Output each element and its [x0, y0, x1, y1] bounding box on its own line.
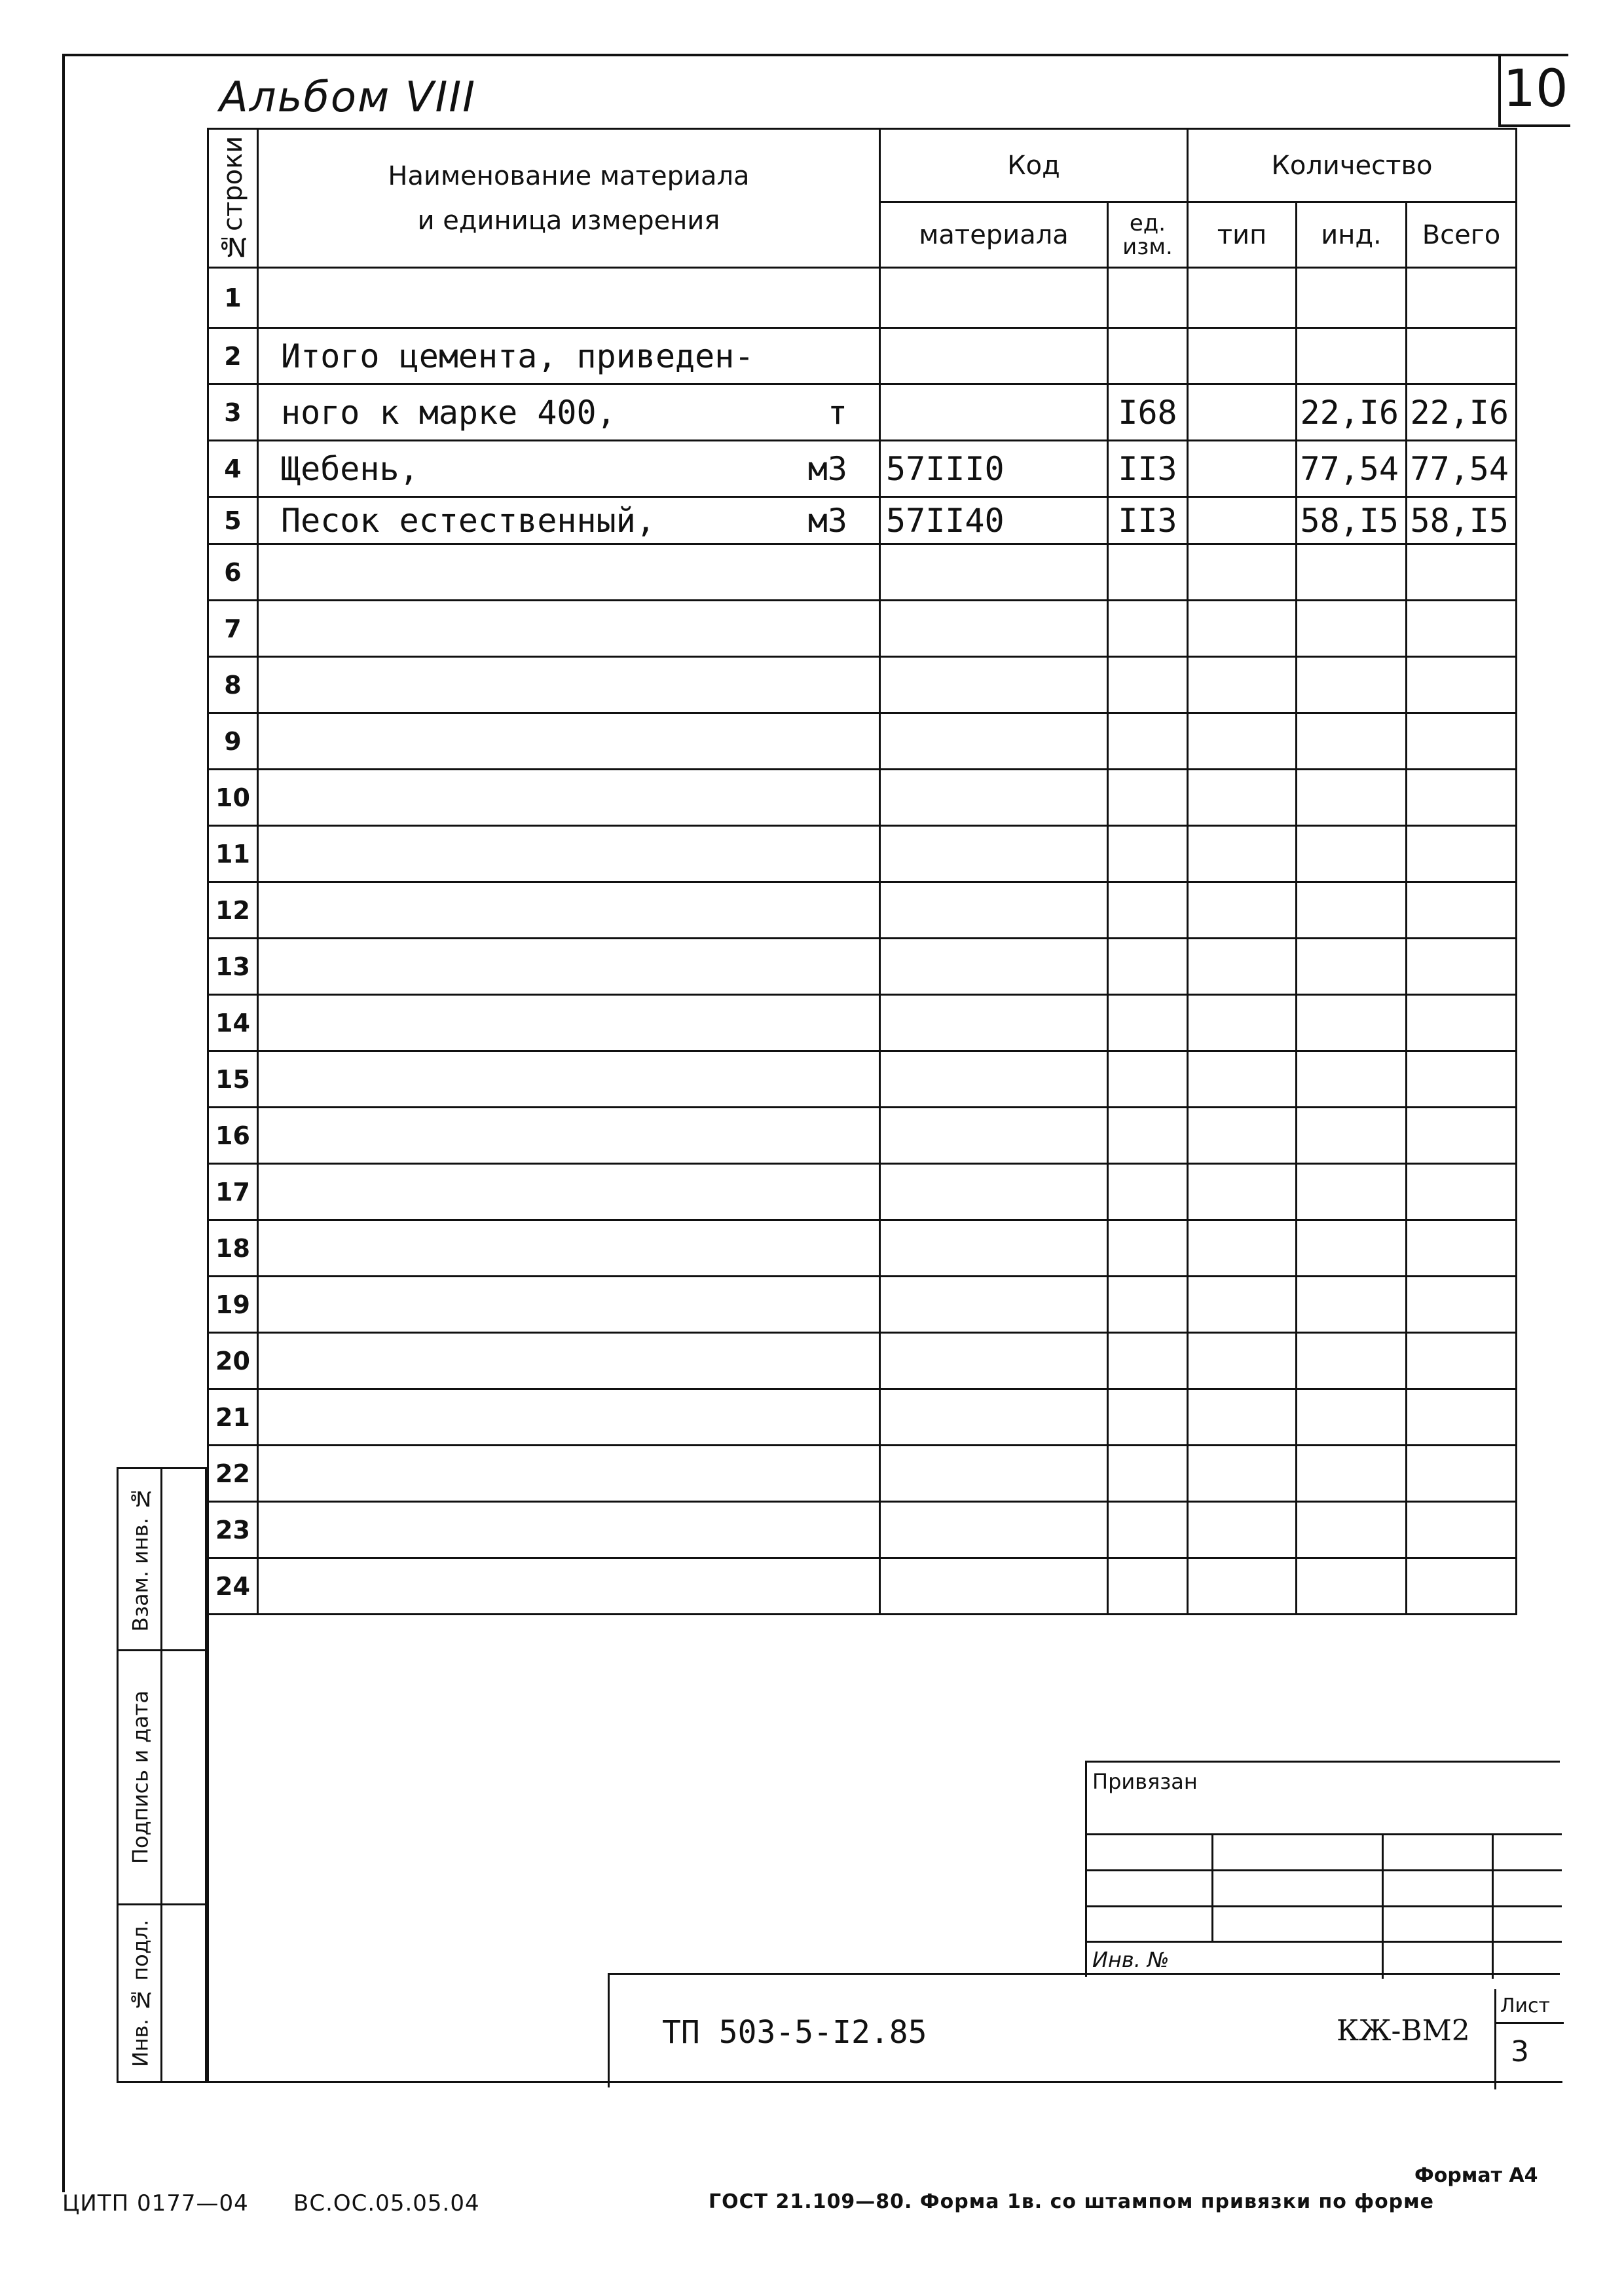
sheet-box-line: [1496, 2022, 1564, 2024]
header-code-material: материала: [880, 202, 1108, 268]
row-name: [258, 1333, 880, 1389]
row-spacer: [1517, 713, 1562, 770]
header-name-line2: и единица измерения: [417, 205, 720, 236]
table-row: [208, 1446, 1562, 1502]
qty-total: [1407, 713, 1517, 770]
row-spacer: [1517, 995, 1562, 1051]
unit-code: [1108, 1502, 1188, 1558]
doc-code: ТП 503-5-I2.85: [662, 2014, 927, 2051]
qty-total: [1407, 826, 1517, 882]
qty-ind: [1297, 1277, 1407, 1333]
unit-code: [1108, 995, 1188, 1051]
qty-ind: [1297, 1220, 1407, 1277]
row-number: 17: [208, 1164, 258, 1220]
material-code: 57II40: [880, 497, 1108, 544]
row-number: 5: [208, 497, 258, 544]
material-name: Песок естественный,: [281, 501, 655, 540]
qty-type: [1188, 657, 1297, 713]
row-spacer: [1517, 882, 1562, 939]
side-label-podpis: Подпись и дата: [128, 1690, 153, 1865]
qty-ind: [1297, 882, 1407, 939]
row-number: 22: [208, 1446, 258, 1502]
row-number: 14: [208, 995, 258, 1051]
qty-total: [1407, 995, 1517, 1051]
table-row: [208, 384, 1562, 441]
material-name: ного к марке 400,: [281, 393, 616, 432]
header-qty-ind: инд.: [1297, 202, 1407, 268]
unit-code: [1108, 601, 1188, 657]
qty-total: [1407, 1051, 1517, 1108]
qty-type: [1188, 268, 1297, 328]
row-number: 1: [208, 268, 258, 328]
unit-code: II3: [1108, 441, 1188, 497]
row-spacer: [1517, 601, 1562, 657]
row-spacer: [1517, 544, 1562, 601]
row-spacer: [1517, 1164, 1562, 1220]
row-name: [258, 441, 880, 497]
row-spacer: [1517, 1446, 1562, 1502]
qty-ind: [1297, 1502, 1407, 1558]
unit-code: [1108, 882, 1188, 939]
qty-ind: [1297, 1333, 1407, 1389]
row-name: [258, 1277, 880, 1333]
qty-type: [1188, 1446, 1297, 1502]
row-name: [258, 826, 880, 882]
qty-type: [1188, 544, 1297, 601]
row-number: 21: [208, 1389, 258, 1446]
row-number: 13: [208, 939, 258, 995]
qty-ind: [1297, 1164, 1407, 1220]
row-spacer: [1517, 1220, 1562, 1277]
qty-ind: [1297, 1051, 1407, 1108]
table-row: [208, 1558, 1562, 1615]
qty-type: [1188, 601, 1297, 657]
footer-gost: ГОСТ 21.109—80. Форма 1в. со штампом привязки по форме: [709, 2190, 1435, 2213]
header-code: Код: [880, 129, 1188, 202]
doc-mark: КЖ-ВМ2: [1337, 2014, 1470, 2048]
qty-type: [1188, 1164, 1297, 1220]
material-code: 57III0: [880, 441, 1108, 497]
qty-ind: [1297, 1108, 1407, 1164]
material-code: [880, 826, 1108, 882]
header-code-unit: [1108, 202, 1188, 268]
qty-ind: 77,54: [1297, 441, 1407, 497]
row-spacer: [1517, 1108, 1562, 1164]
table-row: [208, 1389, 1562, 1446]
qty-ind: [1297, 1389, 1407, 1446]
header-name-line1: Наименование материала: [388, 160, 750, 191]
unit-code: [1108, 328, 1188, 384]
row-name: [258, 657, 880, 713]
row-spacer: [1517, 441, 1562, 497]
row-name: [258, 1502, 880, 1558]
row-spacer: [1517, 1389, 1562, 1446]
material-code: [880, 1333, 1108, 1389]
header-code-unit-line2: изм.: [1122, 233, 1173, 260]
unit-code: [1108, 1108, 1188, 1164]
row-name: [258, 770, 880, 826]
format-label: Формат А4: [1414, 2164, 1538, 2187]
table-row: [208, 1277, 1562, 1333]
material-code: [880, 1051, 1108, 1108]
unit-code: II3: [1108, 497, 1188, 544]
qty-type: [1188, 826, 1297, 882]
qty-total: [1407, 544, 1517, 601]
stamp-vline: [1492, 1833, 1494, 1979]
inner-border: [207, 1467, 209, 2083]
side-label-inv: Инв. № подл.: [128, 1919, 153, 2067]
row-name: [258, 882, 880, 939]
material-unit: м3: [807, 449, 847, 488]
material-code: [880, 544, 1108, 601]
qty-type: [1188, 995, 1297, 1051]
row-name: [258, 268, 880, 328]
qty-total: [1407, 1277, 1517, 1333]
album-title: Альбом VIII: [219, 73, 477, 122]
qty-total: [1407, 1389, 1517, 1446]
unit-code: [1108, 1051, 1188, 1108]
row-spacer: [1517, 1051, 1562, 1108]
row-name: [258, 1108, 880, 1164]
qty-type: [1188, 1220, 1297, 1277]
footer-left: ЦИТП 0177—04: [62, 2190, 249, 2217]
unit-code: [1108, 544, 1188, 601]
qty-type: [1188, 1502, 1297, 1558]
row-number: 2: [208, 328, 258, 384]
qty-total: [1407, 1108, 1517, 1164]
row-spacer: [1517, 1333, 1562, 1389]
material-code: [880, 713, 1108, 770]
row-number: 9: [208, 713, 258, 770]
table-row: [208, 268, 1562, 328]
unit-code: [1108, 1164, 1188, 1220]
row-name: [258, 1164, 880, 1220]
table-row: [208, 1333, 1562, 1389]
material-code: [880, 1108, 1108, 1164]
row-name: [258, 384, 880, 441]
material-code: [880, 328, 1108, 384]
row-name: [258, 497, 880, 544]
row-spacer: [1517, 497, 1562, 544]
qty-ind: [1297, 826, 1407, 882]
materials-table: [207, 128, 1562, 1615]
row-number: 8: [208, 657, 258, 713]
table-row: [208, 1051, 1562, 1108]
unit-code: [1108, 826, 1188, 882]
qty-total: [1407, 328, 1517, 384]
qty-ind: [1297, 544, 1407, 601]
row-spacer: [1517, 826, 1562, 882]
sheet-value: 3: [1511, 2035, 1529, 2068]
row-number: 24: [208, 1558, 258, 1615]
qty-total: [1407, 1446, 1517, 1502]
qty-type: [1188, 1389, 1297, 1446]
table-row: [208, 1502, 1562, 1558]
qty-total: [1407, 1333, 1517, 1389]
qty-type: [1188, 1051, 1297, 1108]
qty-ind: [1297, 939, 1407, 995]
qty-total: [1407, 939, 1517, 995]
qty-ind: [1297, 601, 1407, 657]
qty-total: [1407, 601, 1517, 657]
table-row: [208, 441, 1562, 497]
side-stamp: [117, 1467, 207, 2083]
header-name: [258, 129, 880, 268]
row-spacer: [1517, 268, 1562, 328]
row-spacer: [1517, 1558, 1562, 1615]
table-row: [208, 939, 1562, 995]
row-spacer: [1517, 384, 1562, 441]
table-row: [208, 601, 1562, 657]
stamp-line: [1087, 1941, 1562, 1943]
row-name: [258, 1558, 880, 1615]
binding-stamp: [1085, 1761, 1560, 1977]
unit-code: [1108, 1389, 1188, 1446]
qty-ind: [1297, 1558, 1407, 1615]
row-name: [258, 1051, 880, 1108]
header-quantity: Количество: [1188, 129, 1517, 202]
qty-ind: [1297, 770, 1407, 826]
row-spacer: [1517, 770, 1562, 826]
qty-total: [1407, 1558, 1517, 1615]
unit-code: [1108, 1446, 1188, 1502]
qty-type: [1188, 497, 1297, 544]
table-row: [208, 544, 1562, 601]
row-number: 7: [208, 601, 258, 657]
qty-ind: [1297, 268, 1407, 328]
qty-type: [1188, 328, 1297, 384]
qty-ind: [1297, 995, 1407, 1051]
row-spacer: [1517, 1502, 1562, 1558]
qty-ind: 22,I6: [1297, 384, 1407, 441]
qty-total: [1407, 770, 1517, 826]
unit-code: [1108, 939, 1188, 995]
stamp-line: [1087, 1833, 1562, 1835]
qty-total: [1407, 1164, 1517, 1220]
row-spacer: [1517, 939, 1562, 995]
unit-code: [1108, 268, 1188, 328]
row-number: 18: [208, 1220, 258, 1277]
stamp-vline: [1211, 1833, 1213, 1941]
qty-type: [1188, 770, 1297, 826]
sheet-box: [1494, 1989, 1564, 2089]
footer-code: ВС.ОС.05.05.04: [293, 2190, 480, 2217]
qty-total: 22,I6: [1407, 384, 1517, 441]
row-number: 4: [208, 441, 258, 497]
material-code: [880, 1446, 1108, 1502]
row-spacer: [1517, 328, 1562, 384]
material-code: [880, 1558, 1108, 1615]
material-code: [880, 1389, 1108, 1446]
row-number: 3: [208, 384, 258, 441]
header-row-no: №строки: [208, 129, 258, 268]
qty-total: [1407, 1502, 1517, 1558]
material-code: [880, 1277, 1108, 1333]
row-number: 15: [208, 1051, 258, 1108]
table-row: [208, 826, 1562, 882]
material-code: [880, 770, 1108, 826]
qty-ind: [1297, 328, 1407, 384]
unit-code: [1108, 770, 1188, 826]
qty-ind: [1297, 1446, 1407, 1502]
material-code: [880, 268, 1108, 328]
header-qty-total: Всего: [1407, 202, 1517, 268]
unit-code: [1108, 1277, 1188, 1333]
sheet-number: 10: [1498, 54, 1570, 127]
row-name: [258, 1446, 880, 1502]
table-row: [208, 770, 1562, 826]
row-number: 12: [208, 882, 258, 939]
row-name: [258, 995, 880, 1051]
table-row: [208, 657, 1562, 713]
material-code: [880, 1220, 1108, 1277]
material-unit: м3: [807, 501, 847, 540]
qty-total: [1407, 1220, 1517, 1277]
row-number: 10: [208, 770, 258, 826]
material-code: [880, 995, 1108, 1051]
table-row: [208, 328, 1562, 384]
row-name: [258, 713, 880, 770]
header-qty-type: тип: [1188, 202, 1297, 268]
table-row: [208, 1164, 1562, 1220]
table-row: [208, 1220, 1562, 1277]
material-code: [880, 882, 1108, 939]
table-row: [208, 1108, 1562, 1164]
table-row: [208, 995, 1562, 1051]
material-code: [880, 657, 1108, 713]
table-body: [208, 268, 1562, 1615]
unit-code: [1108, 1558, 1188, 1615]
qty-type: [1188, 713, 1297, 770]
stamp-vline: [1382, 1833, 1384, 1979]
unit-code: [1108, 1220, 1188, 1277]
row-number: 16: [208, 1108, 258, 1164]
title-stamp: [608, 1973, 1560, 2087]
qty-type: [1188, 1277, 1297, 1333]
row-number: 20: [208, 1333, 258, 1389]
row-name: [258, 544, 880, 601]
row-name: [258, 328, 880, 384]
row-spacer: [1517, 657, 1562, 713]
qty-total: [1407, 882, 1517, 939]
stamp-line: [1087, 1869, 1562, 1871]
table-row: [208, 713, 1562, 770]
material-code: [880, 601, 1108, 657]
material-code: [880, 1164, 1108, 1220]
qty-ind: [1297, 657, 1407, 713]
qty-total: 77,54: [1407, 441, 1517, 497]
material-name: Щебень,: [281, 449, 419, 488]
row-number: 11: [208, 826, 258, 882]
qty-type: [1188, 441, 1297, 497]
qty-ind: 58,I5: [1297, 497, 1407, 544]
qty-type: [1188, 939, 1297, 995]
privyazan-label: Привязан: [1092, 1769, 1198, 1794]
material-code: [880, 939, 1108, 995]
material-unit: т: [827, 393, 847, 432]
header-spacer: [1517, 129, 1562, 268]
row-number: 6: [208, 544, 258, 601]
unit-code: [1108, 713, 1188, 770]
row-name: [258, 601, 880, 657]
material-code: [880, 1502, 1108, 1558]
qty-type: [1188, 384, 1297, 441]
qty-ind: [1297, 713, 1407, 770]
qty-type: [1188, 1333, 1297, 1389]
table-row: [208, 497, 1562, 544]
unit-code: [1108, 1333, 1188, 1389]
qty-total: [1407, 268, 1517, 328]
qty-type: [1188, 1558, 1297, 1615]
table-row: [208, 882, 1562, 939]
header-code-unit-line1: ед.: [1129, 210, 1166, 236]
qty-total: 58,I5: [1407, 497, 1517, 544]
unit-code: I68: [1108, 384, 1188, 441]
material-code: [880, 384, 1108, 441]
unit-code: [1108, 657, 1188, 713]
row-number: 19: [208, 1277, 258, 1333]
row-name: [258, 1220, 880, 1277]
material-name: Итого цемента, приведен-: [281, 337, 754, 375]
qty-type: [1188, 882, 1297, 939]
qty-type: [1188, 1108, 1297, 1164]
inv-no-label: Инв. №: [1092, 1947, 1170, 1972]
qty-total: [1407, 657, 1517, 713]
row-name: [258, 1389, 880, 1446]
row-name: [258, 939, 880, 995]
row-spacer: [1517, 1277, 1562, 1333]
stamp-line: [1087, 1905, 1562, 1907]
row-number: 23: [208, 1502, 258, 1558]
sheet-label: Лист: [1500, 1994, 1551, 2017]
side-label-vzam: Взам. инв. №: [128, 1486, 153, 1632]
